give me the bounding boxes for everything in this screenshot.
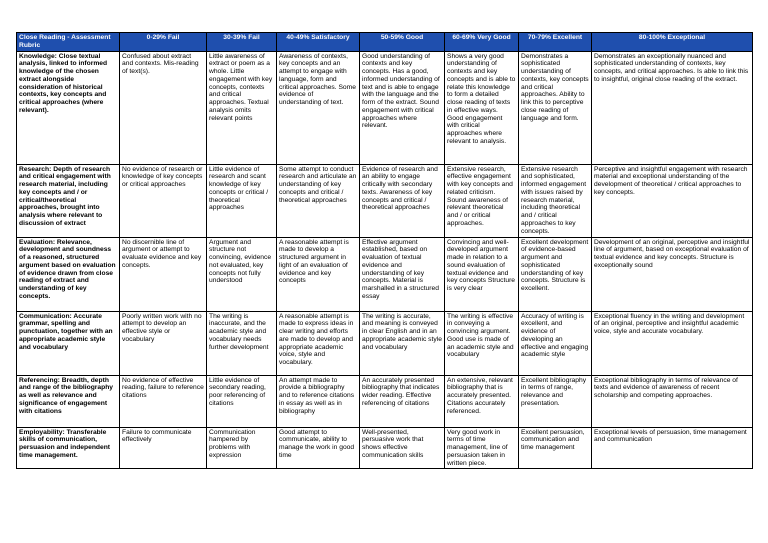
table-cell: Little evidence of research and scant knowledge of key concepts or critical / theoretical approaches (207, 164, 277, 237)
header-band-0-29: 0-29% Fail (120, 33, 207, 52)
table-cell: Poorly written work with no attempt to develop an effective style or vocabulary (120, 311, 207, 375)
table-cell: An extensive, relevant bibliography that is accurately presented. Citations accurately referenced. (445, 375, 519, 427)
table-cell: Extensive research, effective engagement with key concepts and related criticism. Sound awareness of relevant theoretical and / or critical approaches. (445, 164, 519, 237)
table-cell: Exceptional fluency in the writing and development of an original, perceptive and insightful academic voice, style and accurate vocabulary. (592, 311, 753, 375)
table-cell: Convincing and well-developed argument made in relation to a sound evaluation of textual evidence and key concepts Structure is very clear (445, 237, 519, 311)
table-cell: No discernible line of argument or attempt to evaluate evidence and key concepts. (120, 237, 207, 311)
table-cell: Development of an original, perceptive and insightful line of argument, based on exceptional evaluation of textual evidence and key concepts. Structure is exceptionally sound (592, 237, 753, 311)
table-cell: Extensive research and sophisticated, informed engagement with issues raised by research material, including theoretical and / critical approaches to key concepts. (519, 164, 592, 237)
table-row-research (17, 164, 753, 237)
criterion-cell: Evaluation: Relevance, development and soundness of a reasoned, structured argument based on evaluation of evidence drawn from close reading of extract and understanding of key concepts. (17, 237, 120, 311)
table-row-knowledge (17, 51, 753, 164)
criterion-cell: Employability: Transferable skills of communication, persuasion and independent time management. (17, 427, 120, 469)
table-row-employability (17, 427, 753, 469)
table-cell: Exceptional bibliography in terms of relevance of texts and evidence of awareness of recent scholarship and competing approaches. (592, 375, 753, 427)
header-band-40-49: 40-49% Satisfactory (277, 33, 360, 52)
table-row-referencing (17, 375, 753, 427)
table-cell: No evidence of research or knowledge of key concepts or critical approaches (120, 164, 207, 237)
header-row (17, 33, 753, 52)
criterion-cell: Research: Depth of research and critical engagement with research material, including key concepts and / or critical/theoretical approaches, brought into analysis where relevant to discussion of extract (17, 164, 120, 237)
table-cell: Some attempt to conduct research and articulate an understanding of key concepts and critical / theoretical approaches (277, 164, 360, 237)
table-cell: Argument and structure not convincing, evidence not evaluated, key concepts not fully understood (207, 237, 277, 311)
table-cell: Shows a very good understanding of contexts and key concepts and is able to relate this knowledge to form a detailed close reading of texts in effective ways. Good engagement with critical approaches where relevant to analysis. (445, 51, 519, 164)
table-cell: Good understanding of contexts and key concepts. Has a good, informed understanding of text and is able to engage with the language and the form of the extract. Sound engagement with critical approaches where relevant. (360, 51, 445, 164)
table-cell: Awareness of contexts, key concepts and an attempt to engage with language, form and critical approaches. Some evidence of understanding of text. (277, 51, 360, 164)
assessment-rubric-table (16, 32, 753, 469)
header-band-30-39: 30-39% Fail (207, 33, 277, 52)
criterion-cell: Referencing: Breadth, depth and range of the bibliography as well as relevance and significance of engagement with citations (17, 375, 120, 427)
header-band-50-59: 50-59% Good (360, 33, 445, 52)
table-cell: Little evidence of secondary reading, poor referencing of citations (207, 375, 277, 427)
table-cell: Excellent development of evidence-based argument and sophisticated understanding of key concepts. Structure is excellent. (519, 237, 592, 311)
table-cell: Excellent persuasion, communication and time management (519, 427, 592, 469)
table-cell: Little awareness of extract or poem as a whole. Little engagement with key concepts, contexts and critical approaches. Textual analysis omits relevant points (207, 51, 277, 164)
table-row-communication (17, 311, 753, 375)
table-cell: Failure to communicate effectively (120, 427, 207, 469)
table-cell: An attempt made to provide a bibliography and to reference citations in essay as well as in bibliography (277, 375, 360, 427)
table-cell: Effective argument established, based on evaluation of textual evidence and understanding of key concepts. Material is marshalled in a structured essay (360, 237, 445, 311)
criterion-cell: Knowledge: Close textual analysis, linked to informed knowledge of the chosen extract alongside consideration of historical contexts, key concepts and critical approaches (where relevant). (17, 51, 120, 164)
table-cell: Perceptive and insightful engagement with research material and exceptional understanding of the development of theoretical / critical approaches to key concepts. (592, 164, 753, 237)
table-cell: An accurately presented bibliography that indicates wider reading. Effective referencing of citations (360, 375, 445, 427)
table-row-evaluation (17, 237, 753, 311)
table-cell: Accuracy of writing is excellent, and evidence of developing an effective and engaging academic style (519, 311, 592, 375)
header-band-70-79: 70-79% Excellent (519, 33, 592, 52)
table-cell: Well-presented, persuasive work that shows effective communication skills (360, 427, 445, 469)
table-cell: Evidence of research and an ability to engage critically with secondary texts. Awareness of key concepts and critical / theoretical approaches (360, 164, 445, 237)
criterion-cell: Communication: Accurate grammar, spelling and punctuation, together with an appropriate academic style and vocabulary (17, 311, 120, 375)
table-cell: Good attempt to communicate, ability to manage the work in good time (277, 427, 360, 469)
table-cell: A reasonable attempt is made to express ideas in clear writing and efforts are made to develop and appropriate academic voice, style and vocabulary. (277, 311, 360, 375)
table-cell: The writing is effective in conveying a convincing argument. Good use is made of an academic style and vocabulary (445, 311, 519, 375)
table-cell: No evidence of effective reading, failure to reference citations (120, 375, 207, 427)
table-cell: Demonstrates an exceptionally nuanced and sophisticated understanding of contexts, key concepts, and critical approaches. Is able to link this to insightful, original close reading of the extract. (592, 51, 753, 164)
table-cell: Excellent bibliography in terms of range, relevance and presentation. (519, 375, 592, 427)
header-band-80-100: 80-100% Exceptional (592, 33, 753, 52)
table-cell: Demonstrates a sophisticated understanding of contexts, key concepts and critical approaches. Ability to link this to perceptive close reading of language and form. (519, 51, 592, 164)
table-cell: Very good work in terms of time management, line of persuasion taken in written piece. (445, 427, 519, 469)
table-cell: A reasonable attempt is made to develop a structured argument in light of an evaluation of evidence and key concepts (277, 237, 360, 311)
table-cell: The writing is accurate, and meaning is conveyed in clear English and in an appropriate academic style and vocabulary (360, 311, 445, 375)
table-cell: Communication hampered by problems with expression (207, 427, 277, 469)
header-criterion: Close Reading - Assessment Rubric (17, 33, 120, 52)
table-cell: Confused about extract and contexts. Mis-reading of text(s). (120, 51, 207, 164)
header-band-60-69: 60-69% Very Good (445, 33, 519, 52)
table-cell: The writing is inaccurate, and the academic style and vocabulary needs further development (207, 311, 277, 375)
table-cell: Exceptional levels of persuasion, time management and communication (592, 427, 753, 469)
